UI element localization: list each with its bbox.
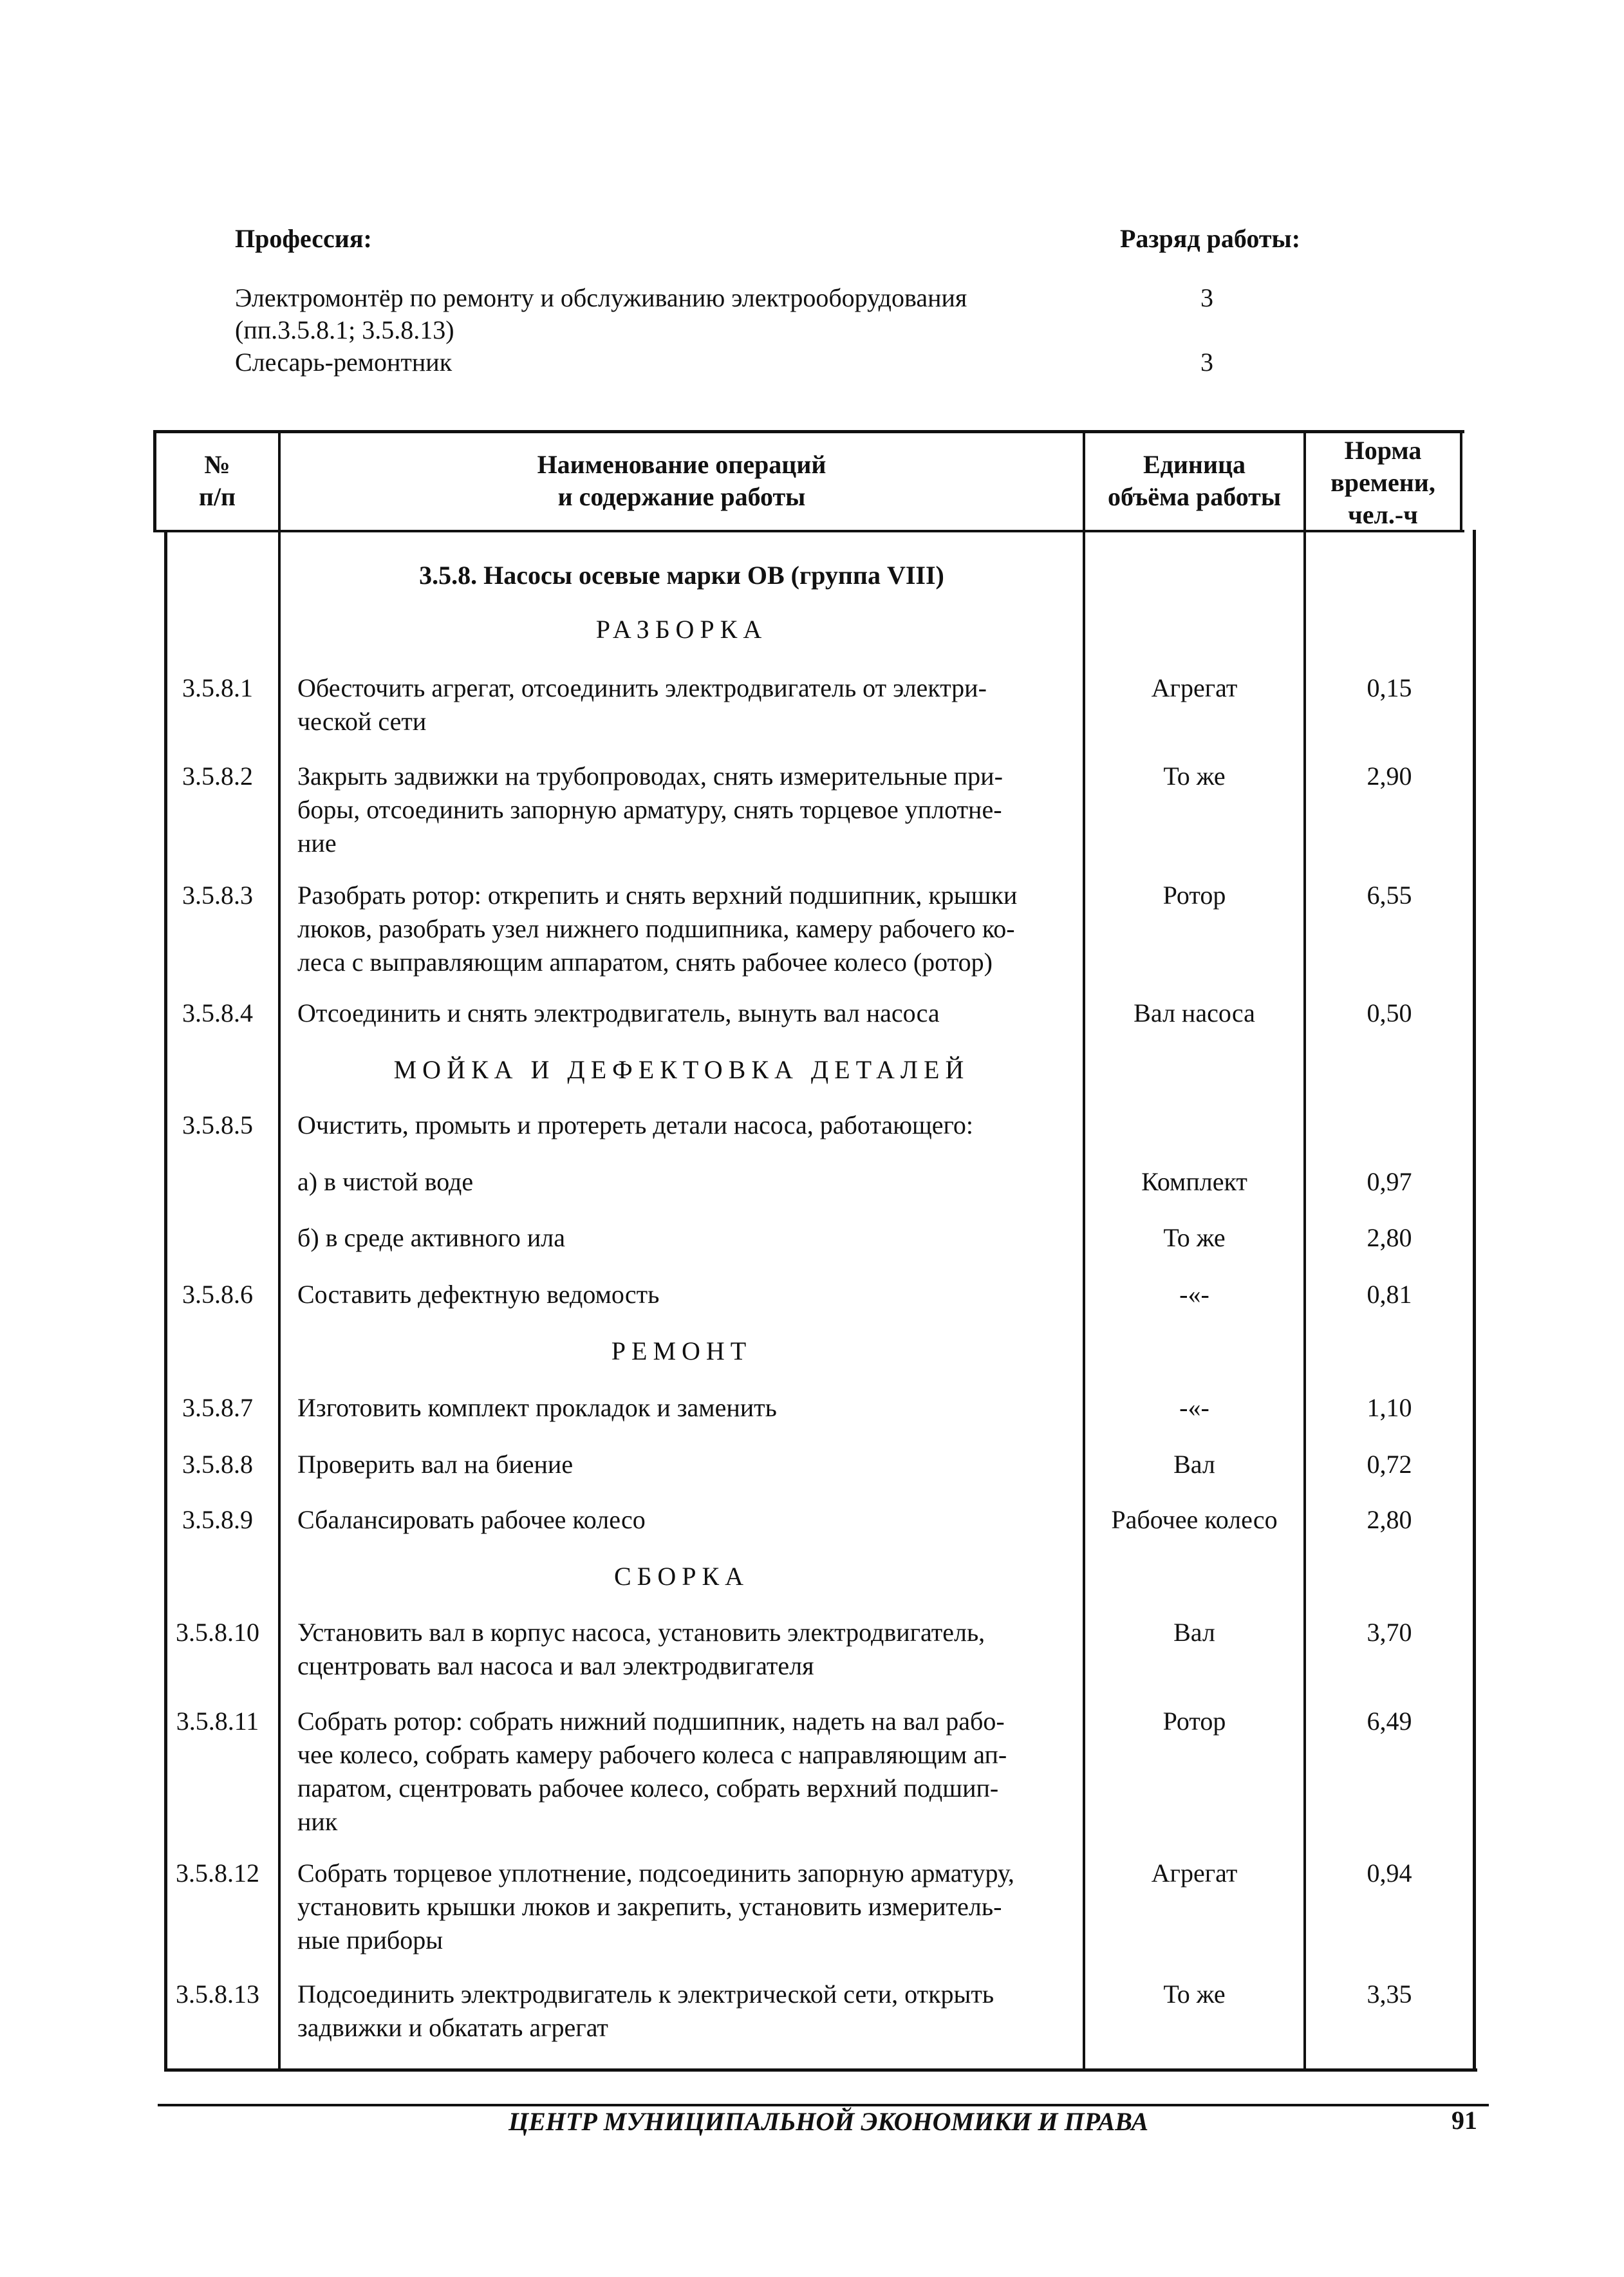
row-unit: Комплект (1141, 1167, 1247, 1196)
group-title: 3.5.8. Насосы осевые марки ОВ (группа VIII) (419, 561, 944, 590)
profession-name: Слесарь-ремонтник (235, 348, 453, 377)
row-number: 3.5.8.11 (176, 1707, 259, 1736)
header-norm: Норма времени, чел.-ч (1330, 436, 1435, 529)
row-description: Подсоединить электродвигатель к электрической сети, открыть задвижки и обкатать агрегат (297, 1980, 994, 2042)
header-num: № п/п (198, 450, 236, 511)
row-description: Установить вал в корпус насоса, установить электродвигатель, сцентровать вал насоса и вал электродвигателя (297, 1618, 985, 1680)
header-unit: Единица объёма работы (1107, 450, 1282, 511)
row-description: Сбалансировать рабочее колесо (297, 1505, 646, 1534)
row-norm: 0,97 (1367, 1167, 1412, 1196)
row-norm: 2,80 (1367, 1505, 1412, 1534)
section-title-assembly: СБОРКА (613, 1562, 750, 1591)
row-number: 3.5.8.1 (182, 673, 253, 702)
row-norm: 2,80 (1367, 1223, 1412, 1252)
profession-name: Электромонтёр по ремонту и обслуживанию электрооборудования (235, 283, 967, 312)
row-norm: 0,94 (1367, 1859, 1412, 1888)
row-description: Составить дефектную ведомость (297, 1280, 660, 1309)
row-description: б) в среде активного ила (297, 1223, 566, 1252)
row-norm: 1,10 (1367, 1393, 1412, 1422)
row-norm: 0,50 (1367, 998, 1412, 1027)
profession-grade: 3 (1200, 283, 1213, 312)
row-number: 3.5.8.2 (182, 762, 253, 791)
row-description: Разобрать ротор: открепить и снять верхний подшипник, крышки люков, разобрать узел нижнего подшипника, камеру рабочего ко- леса с выправляющим аппаратом, снять рабочее колесо (ротор) (297, 881, 1018, 977)
row-number: 3.5.8.9 (182, 1505, 253, 1534)
row-unit: -«- (1179, 1280, 1209, 1309)
row-norm: 6,55 (1367, 881, 1412, 910)
grade-label: Разряд работы: (1120, 224, 1301, 253)
row-description: Изготовить комплект прокладок и заменить (297, 1393, 777, 1422)
row-unit: Агрегат (1151, 1859, 1238, 1888)
row-unit: Ротор (1162, 1707, 1226, 1736)
section-title-repair: РЕМОНТ (611, 1336, 752, 1365)
page-number: 91 (1451, 2106, 1477, 2135)
row-number: 3.5.8.13 (176, 1980, 259, 2009)
row-unit: Ротор (1162, 881, 1226, 910)
row-unit: То же (1163, 1980, 1226, 2009)
row-number: 3.5.8.12 (176, 1859, 259, 1888)
row-number: 3.5.8.3 (182, 881, 253, 910)
row-number: 3.5.8.10 (176, 1618, 259, 1647)
row-unit: Агрегат (1151, 673, 1238, 702)
row-description: Собрать ротор: собрать нижний подшипник, надеть на вал рабо- чее колесо, собрать камеру рабочего колеса с направляющим ап- паратом, сцентровать рабочее колесо, собрать верхний подшип- ник (297, 1707, 1007, 1836)
row-number: 3.5.8.5 (182, 1110, 253, 1139)
row-unit: Рабочее колесо (1111, 1505, 1278, 1534)
header-desc: Наименование операций и содержание работы (537, 450, 826, 511)
row-description: Проверить вал на биение (297, 1450, 574, 1479)
row-unit: Вал (1173, 1618, 1215, 1647)
row-unit: То же (1163, 1223, 1226, 1252)
row-description: а) в чистой воде (297, 1167, 474, 1196)
row-description: Обесточить агрегат, отсоединить электродвигатель от электри- ческой сети (297, 673, 987, 736)
profession-name: (пп.3.5.8.1; 3.5.8.13) (235, 315, 454, 344)
row-norm: 0,72 (1367, 1450, 1412, 1479)
row-description: Очистить, промыть и протереть детали насоса, работающего: (297, 1110, 974, 1139)
row-unit: Вал насоса (1134, 998, 1255, 1027)
profession-label: Профессия: (235, 224, 372, 253)
row-description: Отсоединить и снять электродвигатель, вынуть вал насоса (297, 998, 940, 1027)
row-unit: -«- (1179, 1393, 1209, 1422)
row-description: Закрыть задвижки на трубопроводах, снять измерительные при- боры, отсоединить запорную арматуру, снять торцевое уплотне- ние (297, 762, 1003, 857)
row-number: 3.5.8.6 (182, 1280, 253, 1309)
section-title-washing: МОЙКА И ДЕФЕКТОВКА ДЕТАЛЕЙ (393, 1055, 970, 1084)
footer-organization: ЦЕНТР МУНИЦИПАЛЬНОЙ ЭКОНОМИКИ И ПРАВА (509, 2107, 1149, 2136)
row-norm: 3,70 (1367, 1618, 1412, 1647)
row-norm: 0,15 (1367, 673, 1412, 702)
row-number: 3.5.8.4 (182, 998, 253, 1027)
row-norm: 0,81 (1367, 1280, 1412, 1309)
row-norm: 2,90 (1367, 762, 1412, 791)
row-norm: 6,49 (1367, 1707, 1412, 1736)
row-number: 3.5.8.8 (182, 1450, 253, 1479)
section-title-disassembly: РАЗБОРКА (595, 615, 768, 644)
row-unit: Вал (1173, 1450, 1215, 1479)
row-unit: То же (1163, 762, 1226, 791)
row-description: Собрать торцевое уплотнение, подсоединить запорную арматуру, установить крышки люков и закрепить, установить измеритель- ные приборы (297, 1859, 1014, 1954)
row-number: 3.5.8.7 (182, 1393, 253, 1422)
row-norm: 3,35 (1367, 1980, 1412, 2009)
profession-grade: 3 (1200, 348, 1213, 377)
